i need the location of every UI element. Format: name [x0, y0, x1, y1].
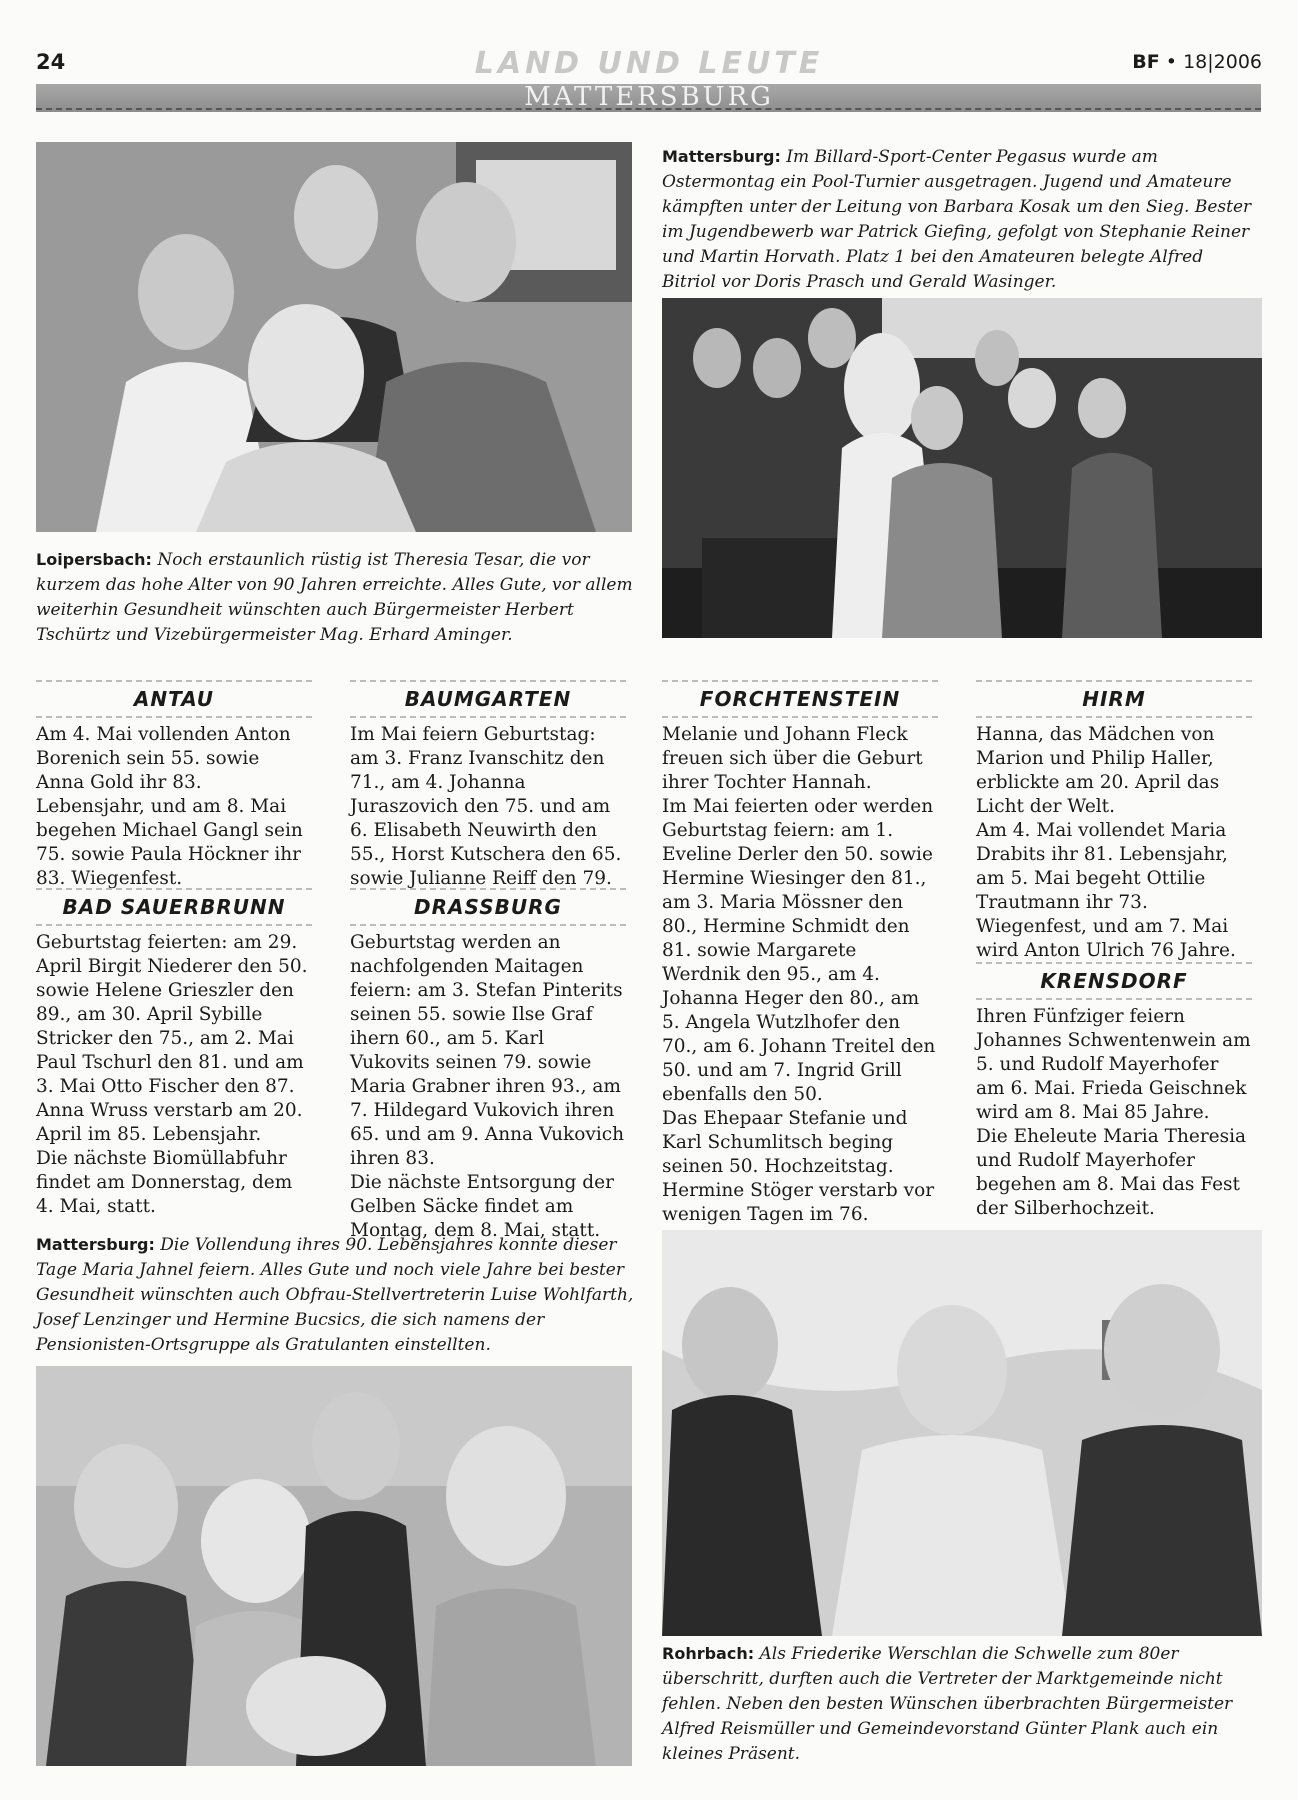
- column-hirm: [976, 680, 1252, 963]
- caption-place: Loipersbach:: [36, 550, 152, 569]
- column-forchtenstein: [662, 680, 938, 1251]
- region-title: MATTERSBURG: [524, 82, 774, 112]
- antau-text: Am 4. Mai vollenden Anton Borenich sein 55. sowie Anna Gold ihr 83. Lebensjahr, und am 8. Mai begehen Michael Gangl sein 75. sowie Paula Höckner ihr 83. Wiegenfest.: [36, 724, 303, 889]
- bad-sauerbrunn-text: Geburtstag feierten: am 29. April Birgit Niederer den 50. sowie Helene Grieszler den 89., am 30. April Sybille Stricker den 75., am 2. Mai Paul Tschurl den 81. und am 3. Mai Otto Fischer den 87. Anna Wruss verstarb am 20. April im 85. Lebensjahr.: [36, 932, 308, 1145]
- caption-text: Im Billard-Sport-Center Pegasus wurde am Ostermontag ein Pool-Turnier ausgetragen. Jugend und Amateure kämpften unter der Leitung von Barbara Kosak um den Sieg. Bester im Jugendbewerb war Patrick Giefing, gefolgt von Stephanie Reiner und Martin Horvath. Platz 1 bei den Amateuren belegte Alfred Bitriol vor Doris Prasch und Gerald Wasinger.: [662, 147, 1252, 292]
- column-bad-sauerbrunn: [36, 888, 312, 1219]
- caption-text: Als Friederike Werschlan die Schwelle zum 80er überschritt, durften auch die Vertreter der Marktgemeinde nicht fehlen. Neben den besten Wünschen überbrachten Bürgermeister Alfred Reismüller und Gemeindevorstand Günter Plank auch ein kleines Präsent.: [662, 1644, 1233, 1764]
- column-krensdorf: [976, 962, 1252, 1221]
- heading-drassburg: DRASSBURG: [350, 888, 626, 926]
- jahnel-caption: [36, 1233, 636, 1358]
- bad-sauerbrunn-text-2: Die nächste Biomüllabfuhr findet am Donnerstag, dem 4. Mai, statt.: [36, 1148, 293, 1217]
- heading-krensdorf: KRENSDORF: [976, 962, 1252, 1000]
- drassburg-text-2: Die nächste Entsorgung der Gelben Säcke findet am Montag, dem 8. Mai, statt.: [350, 1172, 614, 1241]
- section-title: LAND UND LEUTE: [474, 46, 824, 81]
- caption-text: Die Vollendung ihres 90. Lebensjahres konnte dieser Tage Maria Jahnel feiern. Alles Gute und noch viele Jahre bei bester Gesundheit wünschten auch Obfrau-Stellvertreterin Luise Wohlfarth, Josef Lenzinger und Hermine Bucsics, die sich namens der Pensionisten-Ortsgruppe als Gratulanten einstellten.: [36, 1235, 634, 1355]
- hirm-text: Hanna, das Mädchen von Marion und Philip Haller, erblickte am 20. April das Licht der Welt.: [976, 724, 1220, 817]
- column-drassburg: [350, 888, 626, 1243]
- heading-bad-sauerbrunn: BAD SAUERBRUNN: [36, 888, 312, 926]
- krensdorf-text: Ihren Fünfziger feiern Johannes Schwentenwein am 5. und Rudolf Mayerhofer am 6. Mai. Frieda Geischnek wird am 8. Mai 85 Jahre.: [976, 1006, 1251, 1123]
- caption-place: Rohrbach:: [662, 1644, 755, 1663]
- heading-antau: ANTAU: [36, 680, 312, 718]
- issue-info: [1132, 51, 1262, 73]
- jahnel-photo: [36, 1366, 632, 1766]
- rohrbach-photo: [662, 1230, 1262, 1636]
- heading-hirm: HIRM: [976, 680, 1252, 718]
- issue-separator: •: [1165, 51, 1178, 73]
- forchtenstein-text-3: Das Ehepaar Stefanie und Karl Schumlitsch beging seinen 50. Hochzeitstag.: [662, 1108, 908, 1177]
- page-number: 24: [36, 50, 66, 74]
- heading-forchtenstein: FORCHTENSTEIN: [662, 680, 938, 718]
- heading-baumgarten: BAUMGARTEN: [350, 680, 626, 718]
- drassburg-text: Geburtstag werden an nachfolgenden Maitagen feiern: am 3. Stefan Pinterits seinen 55. sowie Ilse Graf ihern 60., am 5. Karl Vukovits seinen 79. sowie Maria Grabner ihren 93., am 7. Hildegard Vukovich ihren 65. und am 9. Anna Vukovich ihren 83.: [350, 932, 625, 1169]
- baumgarten-text: Im Mai feiern Geburtstag: am 3. Franz Ivanschitz den 71., am 4. Johanna Juraszovich den 75. und am 6. Elisabeth Neuwirth den 55., Horst Kutschera den 65. sowie Julianne Reiff den 79.: [350, 724, 622, 889]
- loipersbach-photo: [36, 142, 632, 532]
- caption-place: Mattersburg:: [36, 1235, 155, 1254]
- rohrbach-caption: [662, 1642, 1267, 1767]
- forchtenstein-text: Melanie und Johann Fleck freuen sich über die Geburt ihrer Tochter Hannah.: [662, 724, 923, 793]
- publication-name: BF: [1132, 51, 1160, 73]
- krensdorf-text-2: Die Eheleute Maria Theresia und Rudolf Mayerhofer begehen am 8. Mai das Fest der Silberhochzeit.: [976, 1126, 1247, 1219]
- issue-number: 18|2006: [1183, 51, 1262, 73]
- forchtenstein-text-4: Hermine Stöger verstarb vor wenigen Tagen im 76.: [662, 1180, 935, 1225]
- pool-photo: [662, 298, 1262, 638]
- pool-caption: [662, 145, 1262, 295]
- hirm-text-2: Am 4. Mai vollendet Maria Drabits ihr 81. Lebensjahr, am 5. Mai begeht Ottilie Trautmann ihr 73. Wiegenfest, und am 7. Mai wird Anton Ulrich 76 Jahre.: [976, 820, 1236, 961]
- column-antau: [36, 680, 312, 891]
- loipersbach-caption: [36, 548, 636, 648]
- caption-place: Mattersburg:: [662, 147, 781, 166]
- caption-text: Noch erstaunlich rüstig ist Theresia Tesar, die vor kurzem das hohe Alter von 90 Jahren erreichte. Alles Gute, vor allem weiterhin Gesundheit wünschten auch Bürgermeister Herbert Tschürtz und Vizebürgermeister Mag. Erhard Aminger.: [36, 550, 633, 645]
- column-baumgarten: [350, 680, 626, 891]
- forchtenstein-text-2: Im Mai feierten oder werden Geburtstag feiern: am 1. Eveline Derler den 50. sowie Hermine Wiesinger den 81., am 3. Maria Mössner den 80., Hermine Schmidt den 81. sowie Margarete Werdnik den 95., am 4. Johanna Heger den 80., am 5. Angela Wutzlhofer den 70., am 6. Johann Treitel den 50. und am 7. Ingrid Grill ebenfalls den 50.: [662, 796, 936, 1105]
